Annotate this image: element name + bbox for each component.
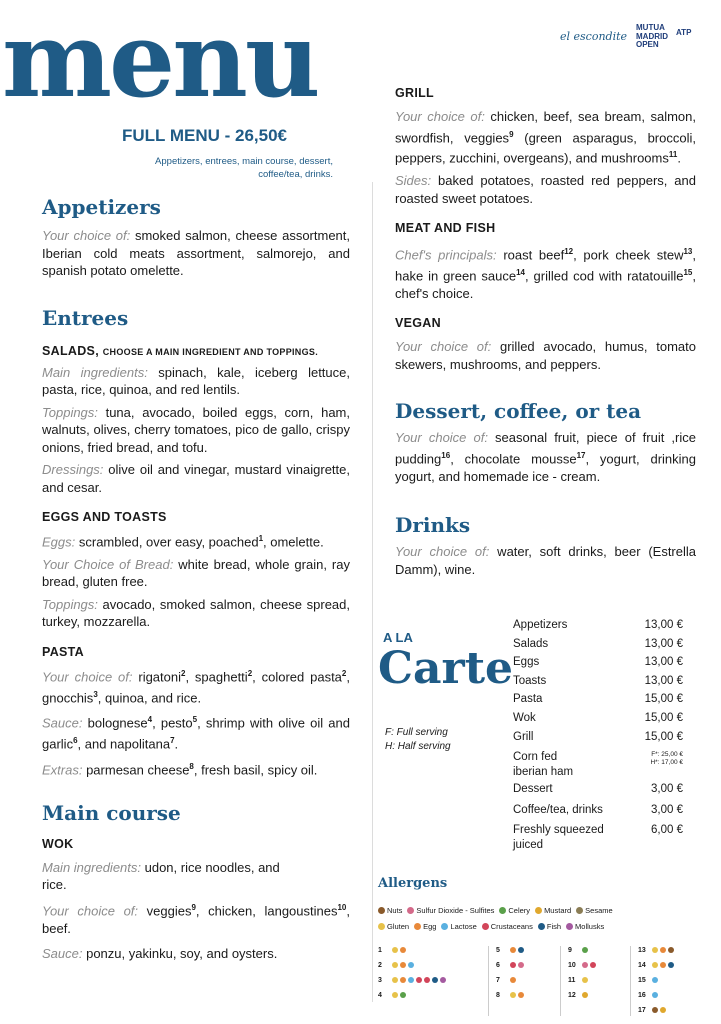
allergen-row <box>638 976 676 991</box>
price-row-ham: Corn fed iberian ham F*: 25,00 € H*: 17,00 € <box>513 751 683 779</box>
right-column <box>395 86 696 578</box>
allergen-legend-label: Nuts <box>387 906 403 915</box>
eggs-toasts-heading: EGGS AND TOASTS <box>42 510 167 524</box>
grill-choices: Your choice of: chicken, beef, sea bream, salmon, swordfish, veggies$^9$ (green asparagus, broccoli, peppers, zucchini, overgeans), and mushrooms$^{11}$. <box>395 109 696 166</box>
allergen-legend-label: Mustard <box>544 906 572 915</box>
allergen-icon <box>510 962 516 968</box>
allergen-legend-item <box>576 906 613 915</box>
price-row: Coffee/tea, drinks 3,00 € <box>513 803 683 816</box>
allergen-icon <box>538 923 545 930</box>
allergens-heading: Allergens <box>378 876 448 891</box>
salads-dressings: Dressings: olive oil and vinegar, mustard vinaigrette, and cesar. <box>42 462 350 495</box>
full-serving-note: F: Full serving <box>385 727 448 738</box>
allergen-icon <box>392 947 398 953</box>
allergen-legend-label: Mollusks <box>575 922 605 931</box>
allergen-row <box>378 991 448 1006</box>
meat-fish-text: Chef's principals: roast beef$^{12}$, pork cheek stew$^{13}$, hake in green sauce$^{14}$, grilled cod with ratatouille$^{15}$, chef's choice. <box>395 247 696 301</box>
a-la-carte-heading <box>378 630 513 693</box>
allergen-icon <box>441 923 448 930</box>
vegan-heading: VEGAN <box>395 316 441 331</box>
allergen-icon <box>414 923 421 930</box>
allergen-legend-item <box>441 922 476 931</box>
allergen-icon <box>518 947 524 953</box>
allergen-ref-number: 12 <box>568 992 576 999</box>
allergen-row <box>638 946 676 961</box>
allergen-icon <box>652 962 658 968</box>
allergen-column <box>568 946 598 1006</box>
bread-options: Your Choice of Bread: white bread, whole grain, ray bread, gluten free. <box>42 556 350 590</box>
appetizers-heading: Appetizers <box>42 195 161 219</box>
allergen-row <box>378 946 448 961</box>
allergen-ref-number: 11 <box>568 977 576 984</box>
allergen-icon <box>482 923 489 930</box>
price-row: Wok 15,00 € <box>513 711 683 724</box>
price-row: Dessert 3,00 € <box>513 783 683 796</box>
allergen-ref-number: 9 <box>568 947 572 954</box>
allergen-legend-item <box>482 922 533 931</box>
grill-sides: Sides: baked potatoes, roasted red peppers, and roasted sweet potatoes. <box>395 173 696 206</box>
dessert-text: Your choice of: seasonal fruit, piece of fruit ,rice pudding$^{16}$, chocolate mousse$^{17}$, yogurt, drinking yogurt, and homemade ice - cream. <box>395 430 696 484</box>
allergen-row <box>496 991 526 1006</box>
drinks-heading: Drinks <box>395 513 471 538</box>
allergen-icon <box>400 992 406 998</box>
salads-toppings: Toppings: tuna, avocado, boiled eggs, corn, ham, walnuts, olives, cherry tomatoes, pico de gallo, crispy onions, fried bread, and tofu. <box>42 404 350 455</box>
allergen-legend-label: Fish <box>546 922 562 931</box>
allergen-icon <box>660 962 666 968</box>
allergen-row <box>568 946 598 961</box>
allergen-icon <box>510 947 516 953</box>
allergen-icon <box>400 962 406 968</box>
allergen-row <box>568 991 598 1006</box>
carte-label: Carte <box>378 643 514 694</box>
allergen-icon <box>392 977 398 983</box>
a-la-label: A LA <box>383 630 413 645</box>
allergen-row <box>568 961 598 976</box>
allergen-legend-item <box>378 906 402 915</box>
escondite-logo: el escondite <box>560 30 628 43</box>
price-row: Eggs 13,00 € <box>513 656 683 669</box>
price-row: Pasta 15,00 € <box>513 693 683 706</box>
price-row: Salads 13,00 € <box>513 637 683 650</box>
allergen-icon <box>660 1007 666 1013</box>
allergen-icon <box>400 977 406 983</box>
allergen-row <box>496 946 526 961</box>
toast-toppings: Toppings: avocado, smoked salmon, cheese spread, turkey, mozzarella. <box>42 596 350 630</box>
allergen-icon <box>378 907 385 914</box>
allergen-icon <box>652 977 658 983</box>
full-menu-price: FULL MENU - 26,50€ <box>122 126 288 145</box>
allergen-ref-number: 2 <box>378 962 382 969</box>
allergen-icon <box>652 947 658 953</box>
allergen-icon <box>400 947 406 953</box>
allergen-ref-number: 16 <box>638 992 646 999</box>
allergen-row <box>638 961 676 976</box>
salads-heading: SALADS, CHOOSE A MAIN INGREDIENT AND TOPPINGS. <box>42 343 318 358</box>
allergen-icon <box>510 977 516 983</box>
price-row-juice: Freshly squeezed juiced 6,00 € <box>513 824 683 852</box>
allergen-icon <box>582 947 588 953</box>
allergen-legend-label: Lactose <box>450 922 477 931</box>
allergen-ref-number: 3 <box>378 977 382 984</box>
allergen-icon <box>518 962 524 968</box>
allergens-grid <box>378 946 708 1021</box>
allergen-icon <box>668 962 674 968</box>
wok-choices: Your choice of: veggies$^9$, chicken, langoustines$^{10}$, beef. <box>42 902 351 936</box>
full-menu-description: Appetizers, entrees, main course, dessert, coffee/tea, drinks. <box>155 156 333 180</box>
allergen-icon <box>582 962 588 968</box>
eggs-options: Eggs: scrambled, over easy, poached$^1$, omelette. <box>42 534 324 550</box>
allergen-icon <box>660 947 666 953</box>
allergen-icon <box>416 977 422 983</box>
allergen-icon <box>392 992 398 998</box>
allergen-legend-item <box>414 922 436 931</box>
appetizers-text: Your choice of: smoked salmon, cheese assortment, Iberian cold meats assortment, salmorejo, and spanish potato omelette. <box>42 228 351 278</box>
allergen-column <box>378 946 448 1006</box>
allergen-icon <box>440 977 446 983</box>
allergen-column <box>638 946 676 1021</box>
grill-heading: GRILL <box>395 86 434 100</box>
allergen-ref-number: 8 <box>496 992 500 999</box>
allergen-ref-number: 14 <box>638 962 646 969</box>
allergen-row <box>378 976 448 991</box>
allergen-icon <box>582 992 588 998</box>
main-course-heading: Main course <box>42 800 181 825</box>
pasta-heading: PASTA <box>42 644 85 659</box>
allergen-icon <box>408 977 414 983</box>
allergen-legend-item <box>378 922 409 931</box>
allergen-column-divider <box>560 946 561 1016</box>
allergen-legend-label: Egg <box>423 922 437 931</box>
allergen-icon <box>518 992 524 998</box>
allergen-icon <box>652 1007 658 1013</box>
allergen-row <box>638 1006 676 1021</box>
allergen-column-divider <box>630 946 631 1016</box>
allergen-icon <box>582 977 588 983</box>
salads-main-ingredients: Main ingredients: spinach, kale, iceberg lettuce, pasta, rice, quinoa, and red lentils. <box>42 364 350 397</box>
allergen-ref-number: 10 <box>568 962 576 969</box>
half-serving-note: H: Half serving <box>385 741 451 752</box>
allergen-legend-item <box>535 906 571 915</box>
allergen-ref-number: 1 <box>378 947 382 954</box>
allergen-ref-number: 6 <box>496 962 500 969</box>
allergen-icon <box>535 907 542 914</box>
allergen-column <box>496 946 526 1006</box>
pasta-choices: Your choice of: rigatoni$^2$, spaghetti$^2$, colored pasta$^2$, gnocchis$^3$, quinoa, and rice. <box>42 668 350 705</box>
price-row: Toasts 13,00 € <box>513 674 683 687</box>
column-divider <box>372 182 373 1002</box>
allergen-icon <box>424 977 430 983</box>
wok-sauces: Sauce: ponzu, yakinku, soy, and oysters. <box>42 946 278 962</box>
allergen-legend-label: Gluten <box>387 922 410 931</box>
allergen-ref-number: 17 <box>638 1007 646 1014</box>
allergen-icon <box>432 977 438 983</box>
allergen-ref-number: 15 <box>638 977 646 984</box>
allergen-icon <box>407 907 414 914</box>
allergen-legend-label: Celery <box>508 906 531 915</box>
allergen-ref-number: 13 <box>638 947 646 954</box>
allergens-legend <box>378 903 708 935</box>
price-list <box>513 618 683 853</box>
allergen-row <box>378 961 448 976</box>
allergen-icon <box>378 923 385 930</box>
allergen-legend-item <box>499 906 530 915</box>
allergen-icon <box>392 962 398 968</box>
allergen-ref-number: 4 <box>378 992 382 999</box>
menu-title: menu <box>2 0 318 121</box>
allergen-row <box>496 976 526 991</box>
allergen-icon <box>576 907 583 914</box>
mutua-madrid-open-logo: MUTUA MADRID OPEN <box>636 23 668 49</box>
allergen-icon <box>408 962 414 968</box>
wok-main-ingredients: Main ingredients: udon, rice noodles, and rice. <box>42 859 280 893</box>
pasta-extras: Extras: parmesan cheese$^8$, fresh basil, spicy oil. <box>42 762 318 778</box>
allergen-ref-number: 5 <box>496 947 500 954</box>
allergen-ref-number: 7 <box>496 977 500 984</box>
entrees-heading: Entrees <box>42 305 129 330</box>
allergen-row <box>496 961 526 976</box>
atp-logo: ATP <box>676 28 692 37</box>
left-column <box>42 195 350 963</box>
allergen-legend-label: Sesame <box>585 906 613 915</box>
allergen-legend-item <box>407 906 494 915</box>
serving-legend <box>385 726 451 754</box>
allergen-icon <box>652 992 658 998</box>
allergen-column-divider <box>488 946 489 1016</box>
allergen-row <box>638 991 676 1006</box>
allergen-icon <box>510 992 516 998</box>
allergen-icon <box>590 962 596 968</box>
allergen-icon <box>668 947 674 953</box>
dessert-heading: Dessert, coffee, or tea <box>395 399 642 424</box>
price-row: Appetizers 13,00 € <box>513 619 683 631</box>
price-row: Grill 15,00 € <box>513 730 683 743</box>
vegan-text: Your choice of: grilled avocado, humus, tomato skewers, mushrooms, and peppers. <box>395 339 696 372</box>
allergen-legend-item <box>538 922 561 931</box>
pasta-sauces: Sauce: bolognese$^4$, pesto$^5$, shrimp with olive oil and garlic$^6$, and napolitana$^7$. <box>42 715 350 752</box>
meat-fish-heading: MEAT AND FISH <box>395 221 496 236</box>
wok-heading: WOK <box>42 836 74 851</box>
allergen-legend-label: Sulfur Dioxide - Sulfites <box>416 906 495 915</box>
allergen-row <box>568 976 598 991</box>
allergen-icon <box>499 907 506 914</box>
allergen-icon <box>566 923 573 930</box>
allergen-legend-item <box>566 922 604 931</box>
allergen-legend-label: Crustaceans <box>490 922 533 931</box>
drinks-text: Your choice of: water, soft drinks, beer (Estrella Damm), wine. <box>395 544 696 577</box>
